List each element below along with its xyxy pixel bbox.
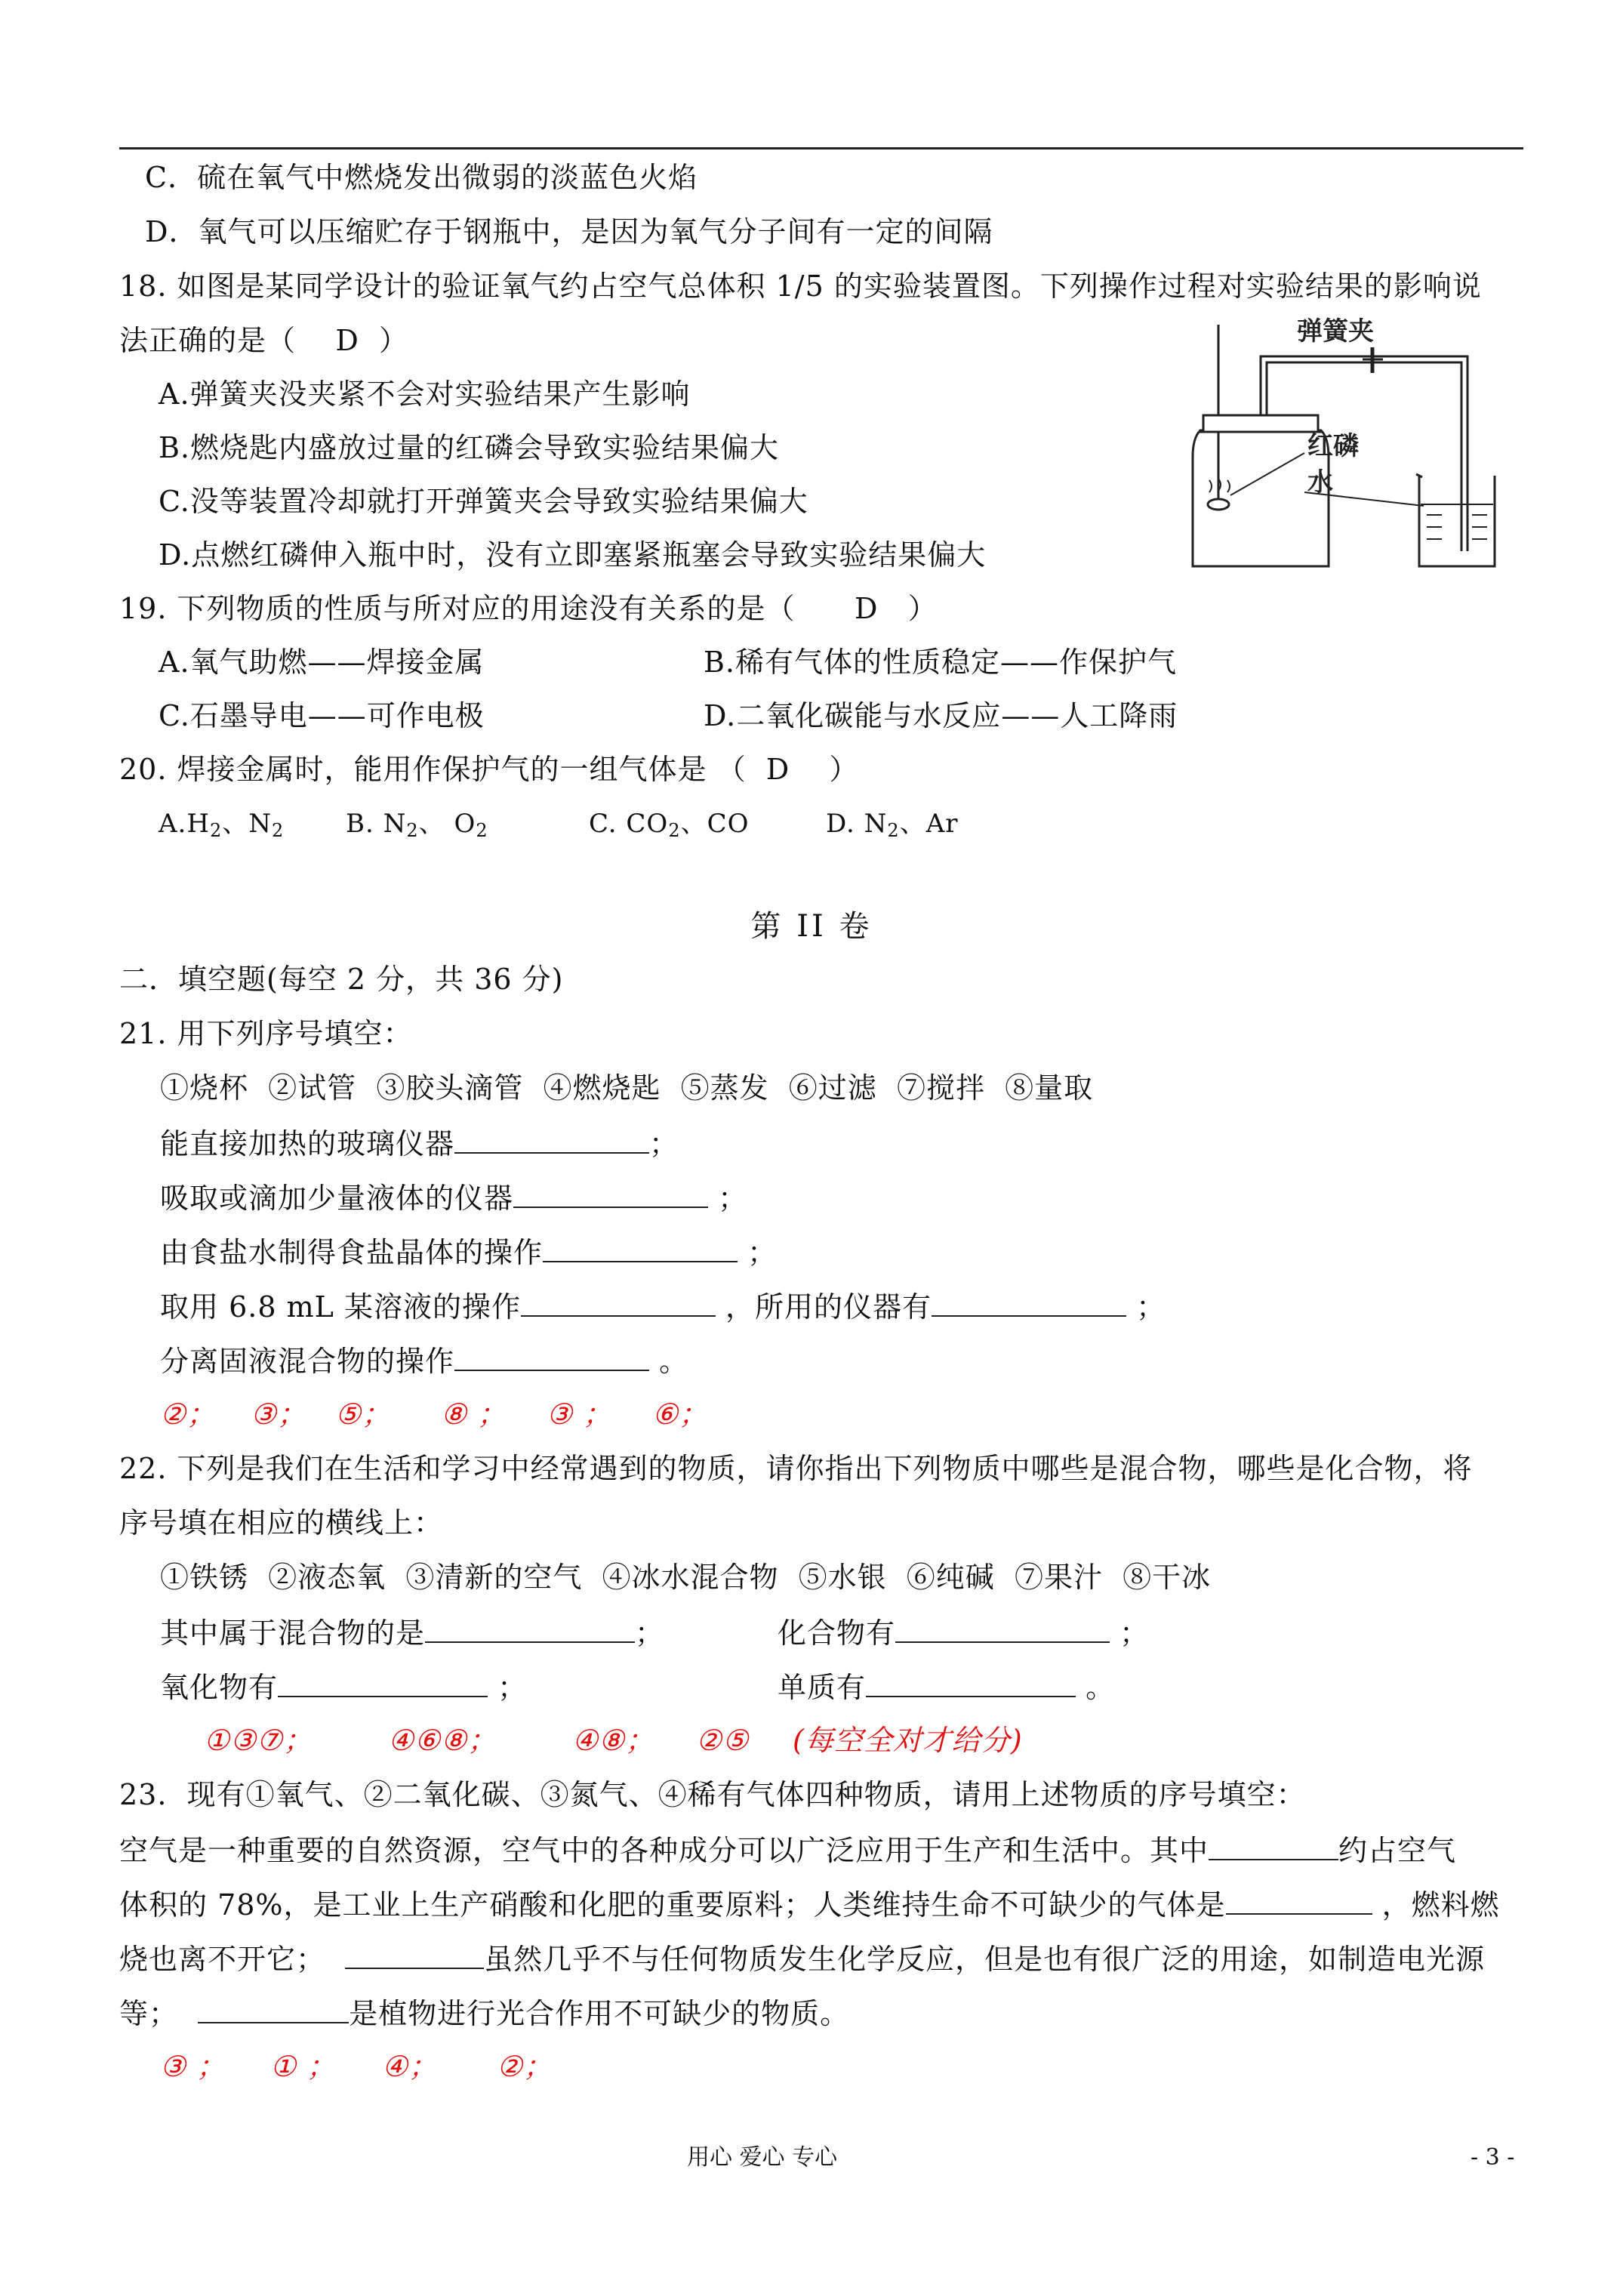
q18-option-c: C.没等装置冷却就打开弹簧夹会导致实验结果偏大 <box>159 485 808 518</box>
answer-text: ③ ； <box>547 1398 613 1431</box>
answer-blank[interactable] <box>278 1667 488 1697</box>
q19-option-b: B.稀有气体的性质稳定——作保护气 <box>704 646 1178 679</box>
label-water: 水 <box>1307 467 1333 498</box>
q19-option-c: C.石墨导电——可作电极 <box>159 699 485 732</box>
answer-blank[interactable] <box>454 1123 649 1154</box>
q21-options: ①烧杯 ②试管 ③胶头滴管 ④燃烧匙 ⑤蒸发 ⑥过滤 ⑦搅拌 ⑧量取 <box>160 1071 1094 1105</box>
answer-text: ⑥； <box>652 1398 709 1431</box>
q21-answers <box>160 1395 728 1433</box>
q18-option-a: A.弹簧夹没夹紧不会对实验结果产生影响 <box>159 378 691 411</box>
q23-para-line1: 空气是一种重要的自然资源，空气中的各种成分可以广泛应用于生产和生活中。其中 约占空气 <box>119 1830 1456 1869</box>
q20-option-d: D. $N_2$、Ar <box>826 809 959 841</box>
header-rule <box>119 147 1523 149</box>
label-phosphorus: 红磷 <box>1307 431 1359 461</box>
q19-option-d: D.二氧化碳能与水反应——人工降雨 <box>704 699 1178 732</box>
q23-para-line2: 体积的 78%，是工业上生产硝酸和化肥的重要原料；人类维持生命不可缺少的气体是 ，燃料燃 <box>119 1885 1500 1924</box>
q18-stem-line2: 法正确的是（ D ） <box>119 324 408 357</box>
answer-blank[interactable] <box>198 1993 349 2023</box>
q22-answers <box>204 1721 1023 1759</box>
q21-line1: 能直接加热的玻璃仪器 ； <box>160 1123 679 1163</box>
q20-stem: 20. 焊接金属时，能用作保护气的一组气体是 （ D ） <box>119 753 859 786</box>
answer-text: ① ； <box>270 2050 337 2083</box>
answer-blank[interactable] <box>521 1287 716 1317</box>
q22-element-line: 单质有 。 <box>778 1667 1115 1706</box>
q17-option-c: C．硫在氧气中燃烧发出微弱的淡蓝色火焰 <box>145 161 698 194</box>
q22-stem-line1: 22. 下列是我们在生活和学习中经常遇到的物质，请你指出下列物质中哪些是混合物，哪些是化合物，将 <box>119 1452 1473 1485</box>
q22-oxide-line: 氧化物有 ； <box>160 1667 527 1706</box>
answer-blank[interactable] <box>513 1178 708 1208</box>
answer-blank[interactable] <box>895 1613 1110 1643</box>
answer-blank[interactable] <box>1209 1830 1338 1860</box>
combustion-spoon <box>1208 499 1229 510</box>
q22-stem-line2: 序号填在相应的横线上： <box>119 1506 444 1539</box>
page-number: - 3 - <box>1471 2144 1515 2171</box>
q21-line3: 由食盐水制得食盐晶体的操作 ； <box>160 1232 777 1271</box>
section-title: 第 II 卷 <box>750 909 873 944</box>
answer-blank[interactable] <box>425 1613 635 1643</box>
q21-line5: 分离固液混合物的操作 。 <box>160 1341 688 1380</box>
answer-text: ③ ； <box>160 2050 226 2083</box>
stopper <box>1203 415 1318 432</box>
q23-para-line4: 等； 是植物进行光合作用不可缺少的物质。 <box>119 1993 849 2032</box>
q20-option-a: $A.H_2$、$N_2$ <box>159 809 285 841</box>
q18-option-d: D.点燃红磷伸入瓶中时，没有立即塞紧瓶塞会导致实验结果偏大 <box>159 538 987 572</box>
answer-blank[interactable] <box>1226 1885 1372 1915</box>
q21-line4: 取用 6.8 mL 某溶液的操作 ，所用的仪器有 ； <box>160 1287 1166 1326</box>
answer-text: ④⑧； <box>572 1724 655 1757</box>
footer-motto: 用心 爱心 专心 <box>687 2144 838 2171</box>
q20-option-b: B. $N_2$、 $O_2$ <box>346 809 488 841</box>
q19-stem: 19. 下列物质的性质与所对应的用途没有关系的是（ D ） <box>119 592 938 625</box>
answer-text: ④⑥⑧； <box>388 1724 497 1757</box>
section-heading: 二．填空题(每空 2 分，共 36 分) <box>119 963 564 996</box>
answer-text: ②⑤ <box>696 1724 750 1757</box>
q22-options: ①铁锈 ②液态氧 ③清新的空气 ④冰水混合物 ⑤水银 ⑥纯碱 ⑦果汁 ⑧干冰 <box>160 1561 1212 1594</box>
answer-text: ②； <box>497 2050 553 2083</box>
q21-line2: 吸取或滴加少量液体的仪器 ； <box>160 1178 747 1217</box>
answer-blank[interactable] <box>543 1232 738 1262</box>
q23-stem: 23. 现有①氧气、②二氧化碳、③氮气、④稀有气体四种物质，请用上述物质的序号填空： <box>119 1778 1306 1811</box>
q22-compound-line: 化合物有 ； <box>778 1613 1149 1652</box>
apparatus-figure <box>1170 317 1502 574</box>
label-clamp: 弹簧夹 <box>1297 317 1374 347</box>
q18-option-b: B.燃烧匙内盛放过量的红磷会导致实验结果偏大 <box>159 431 780 464</box>
q20-option-c: C. $CO_2$、CO <box>589 809 750 841</box>
answer-blank[interactable] <box>345 1939 484 1969</box>
answer-blank[interactable] <box>932 1287 1126 1317</box>
q19-option-a: A.氧气助燃——焊接金属 <box>159 646 485 679</box>
beaker <box>1419 476 1495 566</box>
connecting-tube <box>1261 356 1467 551</box>
answer-text: ⑤； <box>335 1398 392 1431</box>
answer-text: ②； <box>160 1398 217 1431</box>
q23-answers <box>160 2048 553 2085</box>
answer-text: ⑧ ； <box>441 1398 507 1431</box>
answer-text: ③； <box>251 1398 307 1431</box>
answer-blank[interactable] <box>454 1341 649 1371</box>
answer-blank[interactable] <box>866 1667 1076 1697</box>
q21-stem: 21. 用下列序号填空： <box>119 1017 413 1050</box>
answer-text: ①③⑦； <box>204 1724 313 1757</box>
q23-para-line3: 烧也离不开它； 虽然几乎不与任何物质发生化学反应，但是也有很广泛的用途，如制造电光源 <box>119 1939 1485 1978</box>
answer-text: ④； <box>382 2050 439 2083</box>
q22-mixture-line: 其中属于混合物的是 ； <box>160 1613 664 1652</box>
q17-option-d: D．氧气可以压缩贮存于钢瓶中，是因为氧气分子间有一定的间隔 <box>145 215 993 248</box>
answer-text: (每空全对才给分) <box>793 1724 1023 1757</box>
q18-stem-line1: 18. 如图是某同学设计的验证氧气约占空气总体积 1/5 的实验装置图。下列操作过程对实验结果的影响说 <box>119 270 1482 303</box>
